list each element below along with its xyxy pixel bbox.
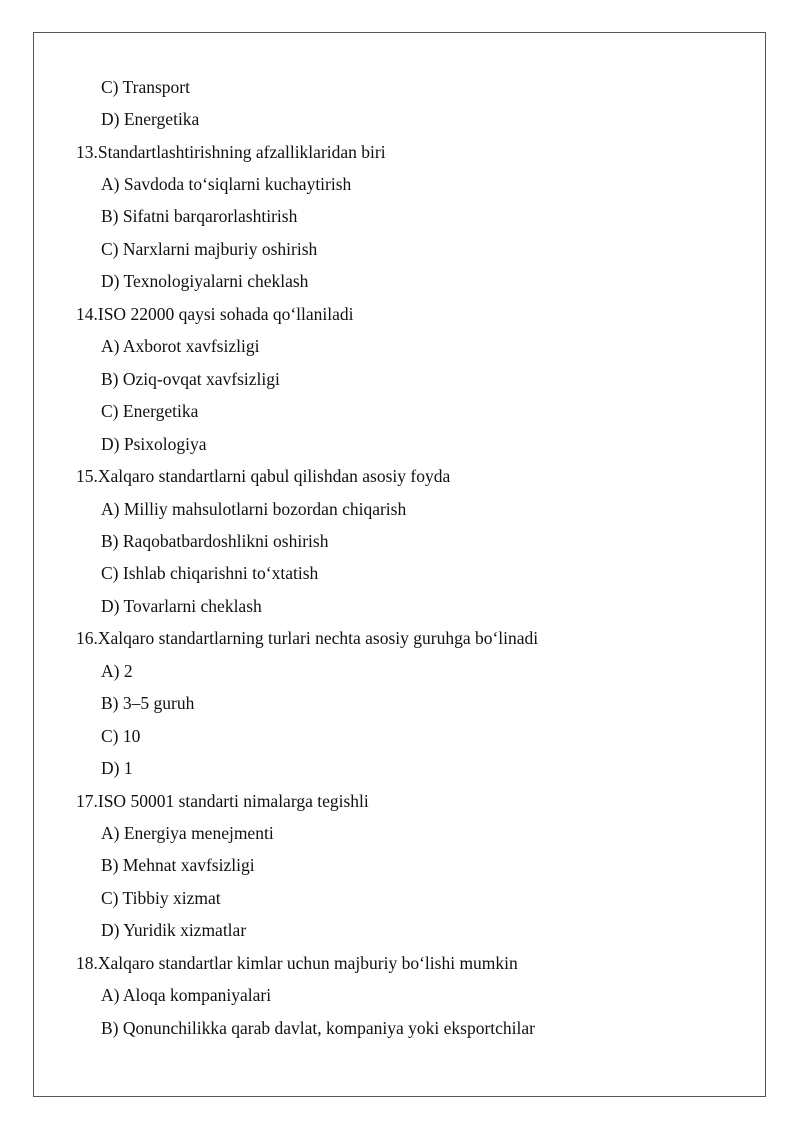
- question-line: 18.Xalqaro standartlar kimlar uchun majburiy bo‘lishi mumkin: [76, 953, 518, 973]
- option-line: C) Narxlarni majburiy oshirish: [101, 239, 318, 259]
- option-line: C) Ishlab chiqarishni to‘xtatish: [101, 563, 319, 583]
- option-line: B) Raqobatbardoshlikni oshirish: [101, 531, 329, 551]
- option-line: B) 3–5 guruh: [101, 693, 195, 713]
- option-line: D) 1: [101, 758, 133, 778]
- option-line: A) Milliy mahsulotlarni bozordan chiqarish: [101, 499, 407, 519]
- question-line: 13.Standartlashtirishning afzalliklaridan biri: [76, 142, 386, 162]
- option-line: D) Yuridik xizmatlar: [101, 920, 247, 940]
- option-line: B) Sifatni barqarorlashtirish: [101, 206, 298, 226]
- option-line: D) Energetika: [101, 109, 200, 129]
- option-line: A) 2: [101, 661, 133, 681]
- option-line: A) Savdoda to‘siqlarni kuchaytirish: [101, 174, 352, 194]
- question-line: 15.Xalqaro standartlarni qabul qilishdan asosiy foyda: [76, 466, 451, 486]
- option-line: C) Tibbiy xizmat: [101, 888, 221, 908]
- option-line: C) 10: [101, 726, 141, 746]
- question-line: 17.ISO 50001 standarti nimalarga tegishli: [76, 791, 369, 811]
- option-line: A) Energiya menejmenti: [101, 823, 274, 843]
- option-line: D) Tovarlarni cheklash: [101, 596, 262, 616]
- option-line: C) Transport: [101, 77, 190, 97]
- option-line: B) Mehnat xavfsizligi: [101, 855, 255, 875]
- option-line: D) Psixologiya: [101, 434, 207, 454]
- option-line: C) Energetika: [101, 401, 199, 421]
- option-line: A) Aloqa kompaniyalari: [101, 985, 272, 1005]
- option-line: B) Oziq-ovqat xavfsizligi: [101, 369, 280, 389]
- option-line: A) Axborot xavfsizligi: [101, 336, 260, 356]
- question-line: 14.ISO 22000 qaysi sohada qo‘llaniladi: [76, 304, 354, 324]
- option-line: B) Qonunchilikka qarab davlat, kompaniya yoki eksportchilar: [101, 1018, 535, 1038]
- option-line: D) Texnologiyalarni cheklash: [101, 271, 309, 291]
- question-line: 16.Xalqaro standartlarning turlari nechta asosiy guruhga bo‘linadi: [76, 628, 539, 648]
